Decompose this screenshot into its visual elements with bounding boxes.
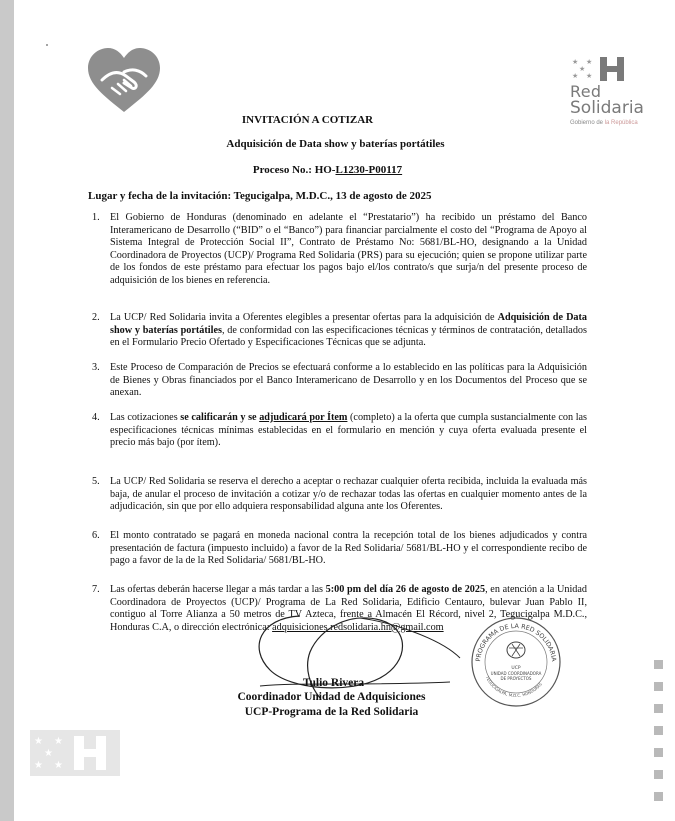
list-item: 4. Las cotizaciones se calificarán y se adjudicará por Ítem (completo) a la oferta que cumpla sustancialmente con las especificaciones técnicas mínimas establecidas en el formulario en mención y cuya oferta evaluada presente el precio más bajo (por ítem).: [92, 412, 588, 448]
stamp-outer-text: PROGRAMA DE LA RED SOLIDARIA: [475, 622, 557, 663]
svg-text:★: ★: [54, 736, 63, 747]
svg-text:★: ★: [579, 65, 586, 73]
email-link[interactable]: adquisiciones.redsolidaria.hn@gmail.com: [272, 621, 444, 633]
heart-hands-icon: [84, 46, 164, 116]
svg-text:★: ★: [572, 72, 579, 80]
decor-square: [654, 726, 663, 735]
svg-text:★: ★: [34, 736, 43, 747]
list-item: 5. La UCP/ Red Solidaria se reserva el derecho a aceptar o rechazar cualquier oferta recibida, incluida la evaluada más baja, de anular el proceso de invitación a cotizar y/o de rechazar todas las ofertas en cualquier momento antes de la adjudicación, sin que por ello adquiera responsabilidad alguna ante los Oferentes.: [92, 476, 587, 512]
list-item: 7. Las ofertas deberán hacerse llegar a más tardar a las 5:00 pm del día 26 de agosto de 2025, en atención a la Unidad Coordinadora de Proyectos (UCP)/ Programa de La Red Solidaria, Edificio Centauro, bulevar Juan Pablo II, contiguo al Torre Alianza a 50 metros de TV Azteca, frente a Almacén El Récord, nivel 2, Tegucigalpa M.D.C., Honduras C.A, o dirección electrónica: adquisiciones.redsolidaria.hn@gmail.com: [92, 584, 587, 633]
process-number: Proceso No.: HO-L1230-P00117: [252, 164, 403, 176]
signer-title: Coordinador Unidad de Adquisiciones: [237, 691, 426, 703]
stars-icon: [570, 56, 600, 82]
decor-square: [654, 660, 663, 669]
decor-square: [654, 748, 663, 757]
signer-org: UCP-Programa de la Red Solidaria: [244, 706, 419, 718]
stamp-projects: DE PROYECTOS: [500, 676, 532, 681]
bottom-h-logo: [30, 730, 120, 776]
logo-word-red: Red: [570, 82, 602, 101]
scan-speck: [46, 44, 48, 46]
logo-word-solidaria: Solidaria: [570, 98, 644, 118]
svg-text:★: ★: [44, 748, 53, 759]
document-subject: Adquisición de Data show y baterías portátiles: [226, 138, 445, 150]
list-item: 2. La UCP/ Red Solidaria invita a Oferentes elegibles a presentar ofertas para la adquisición de Adquisición de Data show y baterías portátiles, de conformidad con las especificaciones técnicas y términos de contratación, detallados en el Formulario Precio Ofertado y Especificaciones Técnicas que se adjunta.: [92, 312, 588, 348]
coat-of-arms-icon: [507, 642, 525, 658]
svg-text:★: ★: [586, 72, 593, 80]
decor-square: [654, 704, 663, 713]
svg-text:★: ★: [54, 760, 63, 771]
signer-name: Tulio Rivera: [302, 677, 365, 689]
svg-text:★: ★: [572, 58, 579, 66]
decor-square: [654, 792, 663, 801]
decor-square: [654, 770, 663, 779]
decor-square: [654, 682, 663, 691]
stamp-unit: UNIDAD COORDINADORA: [490, 671, 542, 676]
svg-text:★: ★: [586, 58, 593, 66]
svg-text:★: ★: [34, 760, 43, 771]
list-item: 3. Este Proceso de Comparación de Precios se efectuará conforme a lo establecido en las políticas para la Adquisición de Bienes y Obras financiados por el Banco Interamericano de Desarrollo y en los Documentos del Proceso que se anexan.: [92, 362, 587, 398]
list-item: 6. El monto contratado se pagará en moneda nacional contra la recepción total de los bienes adjudicados y contra presentación de factura (impuesto incluido) a favor de la Red Solidaria/ 5681/BL-HO y el correspondiente recibo de pago a favor de la de la Red Solidaria/ 5681/BL-HO.: [92, 530, 587, 566]
stamp-ucp: UCP: [511, 666, 521, 671]
stamp-bottom-text: TEGUCIGALPA, M.D.C. HONDURAS: [484, 675, 543, 698]
document-title: INVITACIÓN A COTIZAR: [241, 114, 374, 126]
h-letter-icon: [598, 56, 626, 82]
list-item: 1. El Gobierno de Honduras (denominado en adelante el “Prestatario”) ha recibido un préstamo del Banco Interamericano de Desarrollo (“BID” o el “Banco”) para financiar parcialmente el costo del “Programa de Apoyo al Sistema Integral de Protección Social II”, Contrato de Préstamo No: 5681/BL-HO, designando a la Unidad Coordinadora de Proyectos (UCP)/ Programa Red Solidaria (PRS) para su ejecución; quien se propone utilizar parte de los fondos de este préstamo para efectuar los pagos bajo el/los contrato/s que surja/n del presente proceso de adquisición de los bienes en referencia.: [92, 212, 587, 286]
logo-tagline: Gobierno de la República: [570, 120, 638, 126]
place-date: Lugar y fecha de la invitación: Tegucigalpa, M.D.C., 13 de agosto de 2025: [88, 190, 432, 202]
